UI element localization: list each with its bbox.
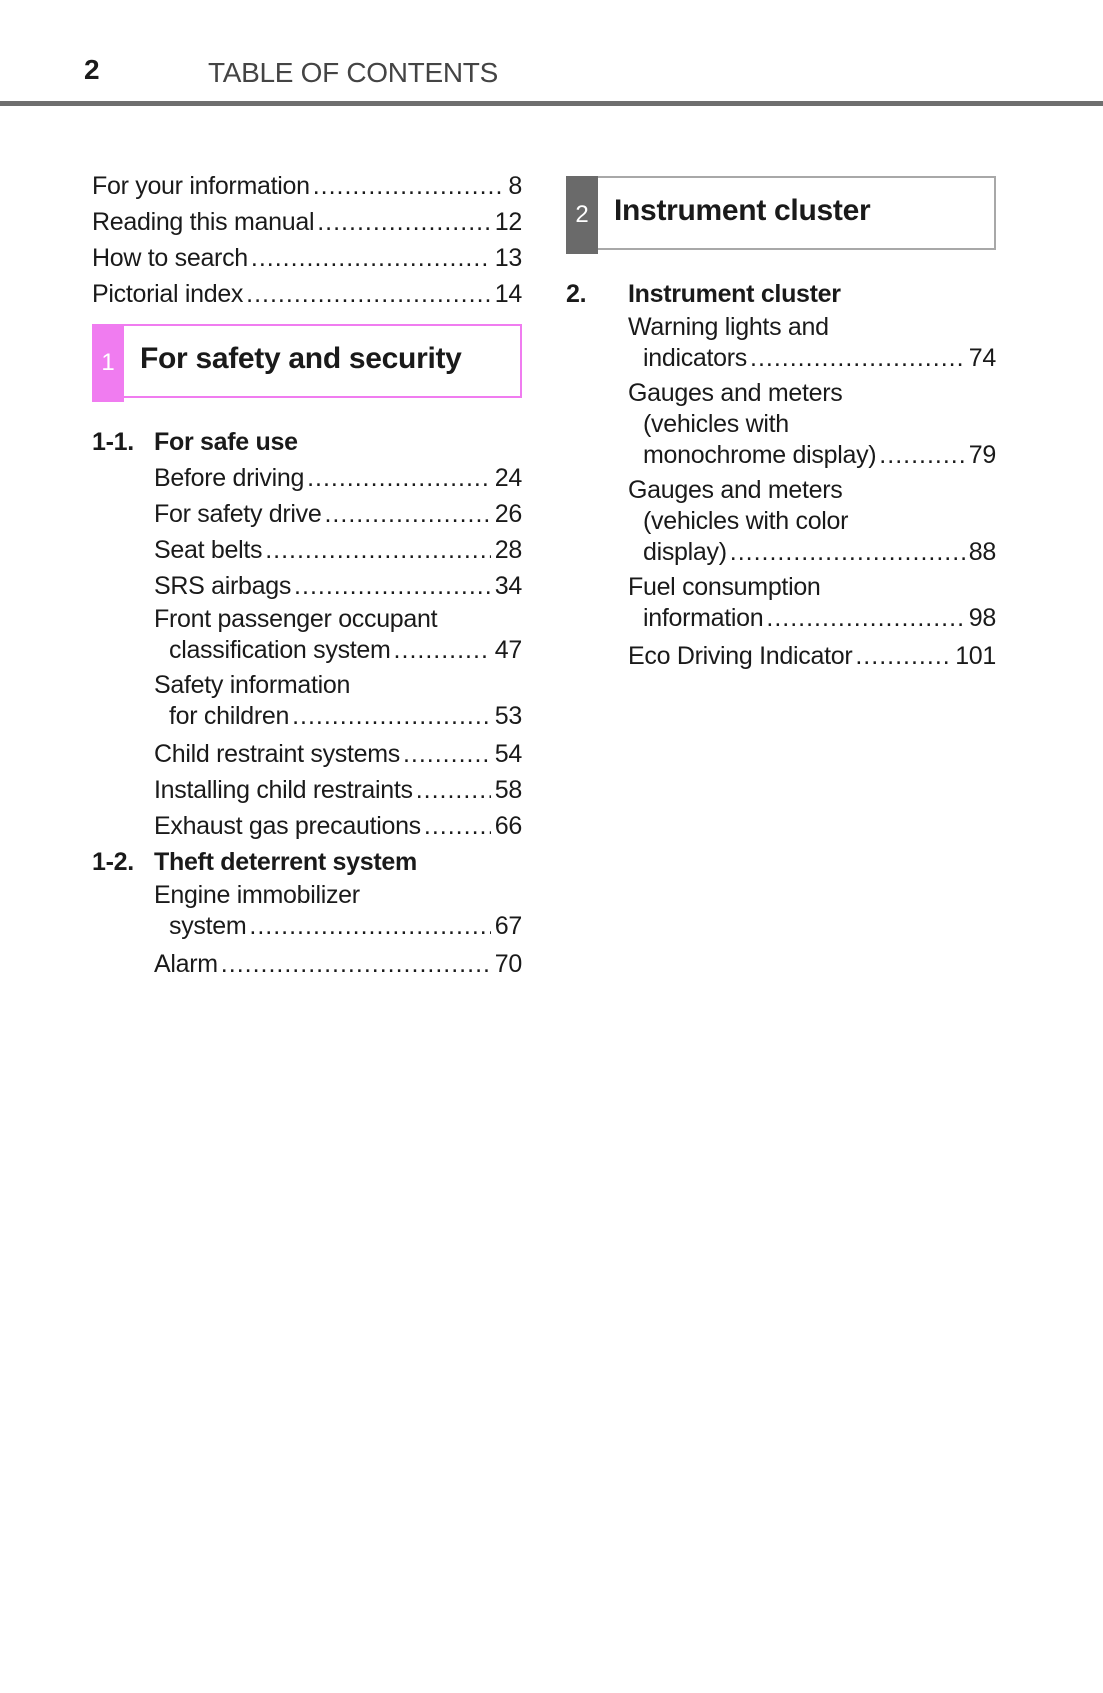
toc-entry[interactable] — [628, 378, 996, 471]
toc-page-number: 58 — [494, 776, 522, 804]
toc-link — [154, 772, 522, 808]
toc-entry[interactable] — [628, 312, 996, 374]
page-header — [0, 0, 1103, 106]
toc-entry-title: SRS airbags — [154, 572, 292, 600]
toc-page-number: 74 — [968, 344, 996, 372]
toc-entry-line: Safety information — [154, 671, 351, 699]
toc-link — [154, 736, 522, 772]
toc-link[interactable] — [92, 240, 522, 276]
section-title: Instrument cluster — [628, 280, 841, 308]
section-number: 1-2. — [92, 848, 134, 876]
toc-page-number: 54 — [494, 740, 522, 768]
toc-entry[interactable] — [154, 496, 522, 532]
leader-dots — [876, 440, 964, 471]
leader-dots — [763, 603, 964, 634]
chapter-2-tab: 2 — [566, 176, 598, 254]
toc-entry-title: classification system — [169, 636, 391, 664]
toc-entry-title: For your information — [92, 172, 310, 200]
toc-link — [154, 808, 522, 844]
toc-page-number: 88 — [968, 538, 996, 566]
toc-link — [154, 635, 522, 666]
toc-entry-title: indicators — [643, 344, 747, 372]
toc-entry[interactable] — [154, 460, 522, 496]
toc-page-number: 8 — [508, 172, 522, 200]
toc-page-number: 14 — [494, 280, 522, 308]
toc-link — [628, 440, 996, 471]
toc-page-number: 101 — [955, 642, 996, 670]
toc-entry-title: Reading this manual — [92, 208, 315, 236]
toc-entry-line: Gauges and meters — [628, 476, 843, 504]
toc-entry-title: system — [169, 912, 247, 940]
toc-entry-line: Warning lights and — [628, 313, 829, 341]
toc-link[interactable] — [92, 168, 522, 204]
leader-dots — [248, 240, 491, 276]
toc-link[interactable] — [92, 276, 522, 312]
toc-entry-title: Installing child restraints — [154, 776, 413, 804]
chapter-1-tab: 1 — [92, 324, 124, 402]
toc-link — [154, 532, 522, 568]
toc-entry-title: display) — [643, 538, 727, 566]
toc-page-number: 24 — [494, 464, 522, 492]
header-rule — [0, 101, 1103, 106]
toc-entry-line: Fuel consumption — [628, 573, 821, 601]
section-heading[interactable] — [566, 276, 996, 312]
toc-entry-line: Gauges and meters — [628, 379, 843, 407]
toc-page-number: 47 — [494, 636, 522, 664]
toc-entry-line: Engine immobilizer — [154, 881, 360, 909]
toc-page-number: 34 — [494, 572, 522, 600]
chapter-2-title: Instrument cluster — [614, 194, 871, 227]
toc-page-number: 67 — [494, 912, 522, 940]
toc-entry-title: monochrome display) — [643, 441, 877, 469]
toc-page-number: 28 — [494, 536, 522, 564]
section-number: 2. — [566, 280, 587, 308]
toc-page-number: 70 — [494, 950, 522, 978]
toc-entry-title: Before driving — [154, 464, 305, 492]
toc-entry-title: for children — [169, 702, 290, 730]
leader-dots — [421, 808, 491, 844]
leader-dots — [747, 343, 965, 374]
leader-dots — [321, 496, 490, 532]
toc-entry[interactable] — [628, 638, 996, 674]
toc-link[interactable] — [92, 204, 522, 240]
toc-entry[interactable] — [154, 604, 522, 666]
toc-entry-title: Child restraint systems — [154, 740, 400, 768]
toc-link — [154, 568, 522, 604]
toc-entry[interactable] — [154, 670, 522, 732]
toc-link — [628, 638, 996, 674]
section-title: For safe use — [154, 428, 298, 456]
leader-dots — [304, 460, 491, 496]
toc-entry-title: Exhaust gas precautions — [154, 812, 421, 840]
toc-link — [154, 701, 522, 732]
toc-page-number: 98 — [968, 604, 996, 632]
chapter-1-title: For safety and security — [140, 342, 462, 375]
section-title: Theft deterrent system — [154, 848, 417, 876]
toc-entry-line: (vehicles with color — [643, 507, 849, 535]
toc-page-number: 12 — [494, 208, 522, 236]
toc-page-number: 66 — [494, 812, 522, 840]
leader-dots — [391, 635, 491, 666]
leader-dots — [289, 701, 491, 732]
toc-entry-title: Alarm — [154, 950, 218, 978]
toc-entry-line: Front passenger occupant — [154, 605, 438, 633]
toc-entry[interactable] — [154, 946, 522, 982]
chapter-2-header[interactable] — [566, 176, 996, 250]
section-heading[interactable] — [92, 844, 522, 880]
toc-link — [154, 460, 522, 496]
leader-dots — [314, 204, 491, 240]
toc-entry-title: Pictorial index — [92, 280, 244, 308]
toc-page-number: 53 — [494, 702, 522, 730]
front-matter-list — [92, 168, 522, 312]
page-number: 2 — [84, 54, 100, 85]
right-column — [566, 176, 996, 674]
toc-link — [628, 537, 996, 568]
toc-link — [628, 603, 996, 634]
toc-entry-title: For safety drive — [154, 500, 322, 528]
toc-entry[interactable] — [154, 532, 522, 568]
chapter-2-sections — [566, 276, 996, 674]
leader-dots — [246, 911, 490, 942]
section-entries — [92, 460, 522, 844]
header-title: TABLE OF CONTENTS — [208, 57, 498, 88]
leader-dots — [413, 772, 491, 808]
toc-entry[interactable] — [154, 772, 522, 808]
leader-dots — [262, 532, 491, 568]
section-entries — [566, 312, 996, 674]
leader-dots — [310, 168, 505, 204]
toc-link — [628, 343, 996, 374]
toc-entry[interactable] — [154, 736, 522, 772]
leader-dots — [852, 638, 951, 674]
toc-entry[interactable] — [628, 475, 996, 568]
section-entries — [92, 880, 522, 982]
toc-page-number: 26 — [494, 500, 522, 528]
toc-entry[interactable] — [154, 568, 522, 604]
toc-page-number: 13 — [494, 244, 522, 272]
leader-dots — [243, 276, 491, 312]
toc-entry-title: information — [643, 604, 764, 632]
toc-entry[interactable] — [628, 572, 996, 634]
leader-dots — [727, 537, 965, 568]
toc-entry-line: (vehicles with — [643, 410, 789, 438]
toc-entry[interactable] — [154, 808, 522, 844]
chapter-1-header[interactable] — [92, 324, 522, 398]
toc-entry-title: How to search — [92, 244, 248, 272]
leader-dots — [291, 568, 491, 604]
toc-link — [154, 946, 522, 982]
left-column — [92, 168, 522, 982]
toc-link — [154, 911, 522, 942]
toc-entry-title: Eco Driving Indicator — [628, 642, 853, 670]
chapter-1-sections — [92, 424, 522, 982]
toc-link — [154, 496, 522, 532]
toc-page-number: 79 — [968, 441, 996, 469]
section-number: 1-1. — [92, 428, 134, 456]
toc-entry[interactable] — [154, 880, 522, 942]
leader-dots — [218, 946, 491, 982]
leader-dots — [400, 736, 491, 772]
toc-entry-title: Seat belts — [154, 536, 263, 564]
section-heading[interactable] — [92, 424, 522, 460]
